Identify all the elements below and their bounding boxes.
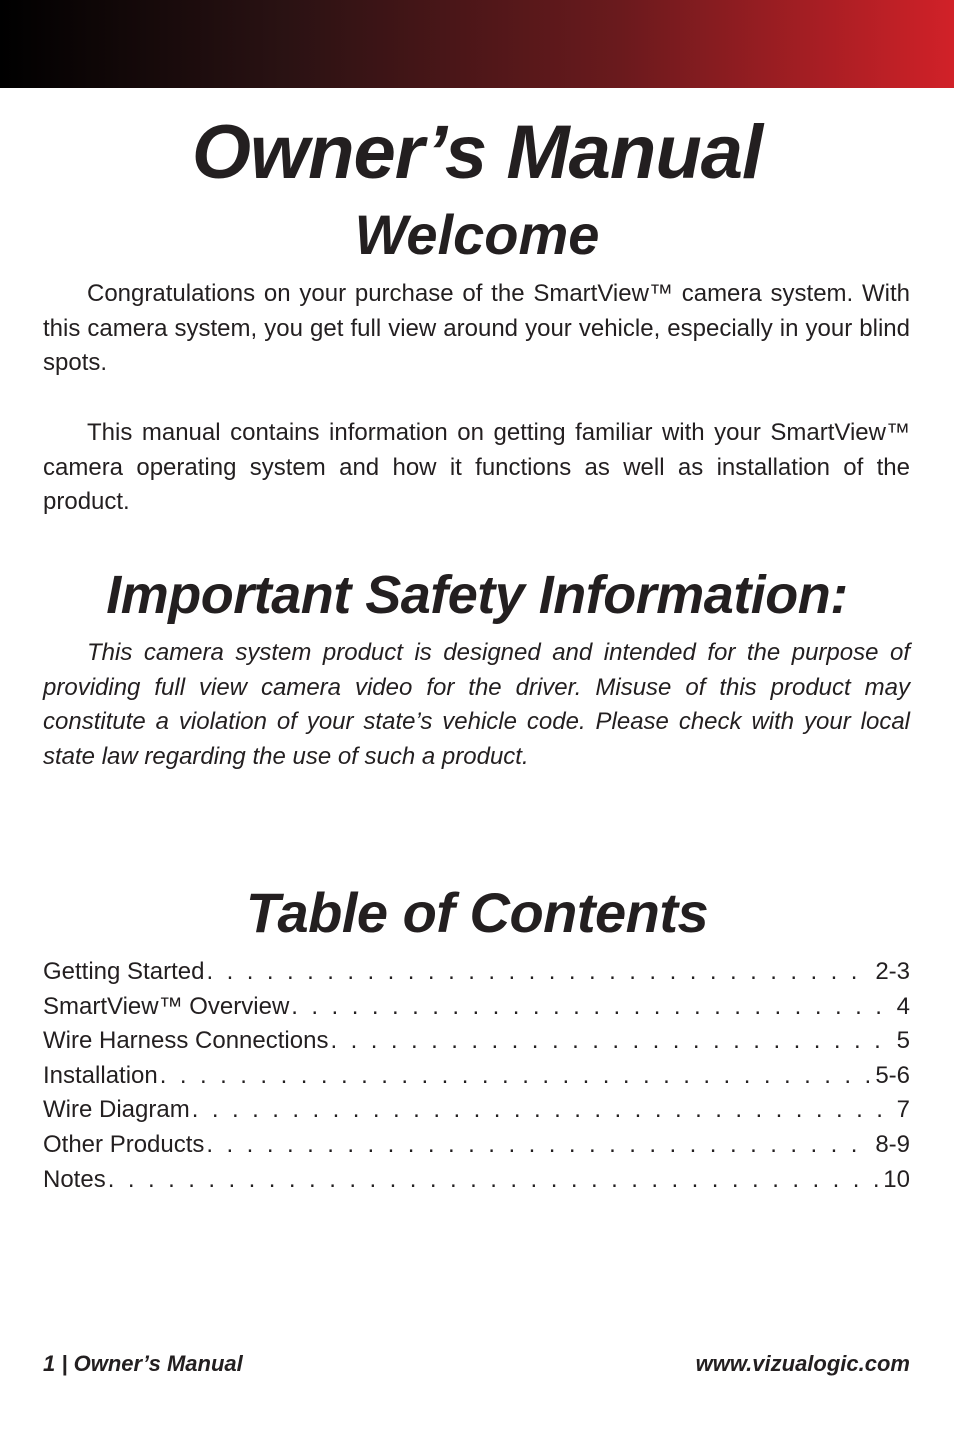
- footer-website: www.vizualogic.com: [695, 1351, 910, 1376]
- welcome-paragraph-2: This manual contains information on getting familiar with your SmartView™ camera operating system and how it functions as well as installation of the product.: [43, 419, 910, 515]
- toc-list: [43, 955, 910, 1197]
- page-title: Owner’s Manual: [191, 110, 763, 195]
- toc-entry-label: Installation: [43, 1061, 158, 1089]
- welcome-paragraph-1: Congratulations on your purchase of the SmartView™ camera system. With this camera system, you get full view around your vehicle, especially in your blind spots.: [43, 280, 910, 376]
- toc-entry-page: 8-9: [875, 1130, 910, 1158]
- top-banner: [0, 0, 954, 88]
- safety-paragraph: This camera system product is designed and intended for the purpose of providing full view camera video for the driver. Misuse of this product may constitute a violation of your state’s vehicle code. Please check with your local state law regarding the use of such a product.: [43, 639, 910, 770]
- toc-entry-notes: [43, 1163, 910, 1198]
- toc-entry-page: 5: [896, 1027, 910, 1055]
- toc-entry-page: 7: [896, 1096, 910, 1124]
- toc-entry-label: Wire Harness Connections: [43, 1027, 329, 1055]
- toc-leader-dots: [291, 990, 894, 1025]
- toc-entry-installation: [43, 1059, 910, 1094]
- page-footer: [43, 1350, 910, 1378]
- toc-leader-dots: [160, 1059, 874, 1094]
- toc-entry-label: SmartView™ Overview: [43, 992, 290, 1020]
- toc-entry-label: Other Products: [43, 1130, 205, 1158]
- toc-entry-other-products: [43, 1128, 910, 1163]
- footer-page-label: 1 | Owner’s Manual: [43, 1351, 243, 1376]
- toc-leader-dots: [206, 1128, 873, 1163]
- toc-leader-dots: [206, 955, 873, 990]
- welcome-heading: Welcome: [354, 203, 600, 266]
- toc-entry-label: Wire Diagram: [43, 1096, 190, 1124]
- toc-entry-page: 2-3: [875, 958, 910, 985]
- toc-entry-page: 4: [896, 992, 910, 1020]
- safety-heading: Important Safety Information:: [106, 565, 848, 625]
- toc-entry-smartview-overview: [43, 990, 910, 1025]
- toc-entry-getting-started: [43, 955, 910, 990]
- toc-entry-label: Getting Started: [43, 958, 205, 985]
- toc-heading: Table of Contents: [245, 881, 709, 944]
- toc-entry-page: 10: [883, 1165, 910, 1193]
- toc-entry-wire-harness-connections: [43, 1024, 910, 1059]
- toc-entry-page: 5-6: [875, 1061, 910, 1089]
- toc-leader-dots: [330, 1024, 894, 1059]
- toc-entry-label: Notes: [43, 1165, 106, 1193]
- toc-leader-dots: [192, 1093, 895, 1128]
- toc-leader-dots: [108, 1163, 882, 1198]
- toc-entry-wire-diagram: [43, 1093, 910, 1128]
